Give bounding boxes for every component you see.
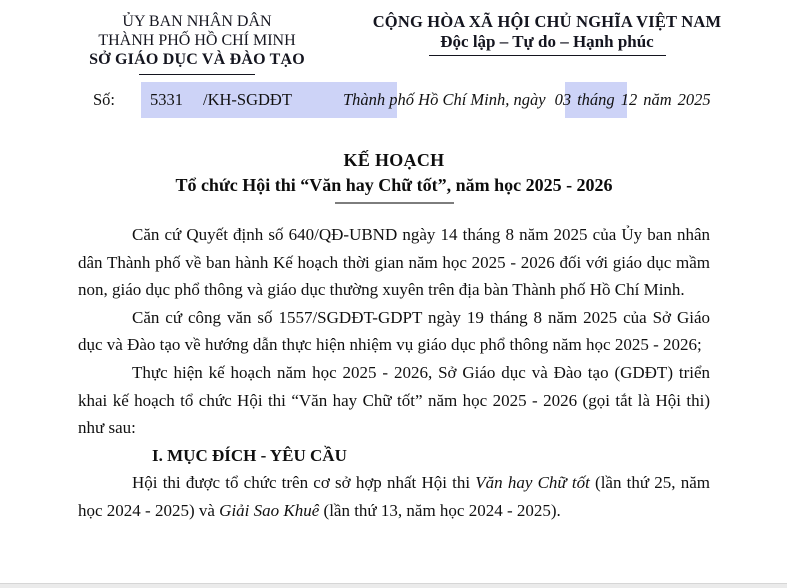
- issuer-line-2: THÀNH PHỐ HỒ CHÍ MINH: [98, 32, 296, 49]
- paragraph-4-contest-name-2: Giải Sao Khuê: [219, 500, 320, 520]
- place-date-line: [343, 82, 711, 118]
- day-field[interactable]: 03: [554, 90, 572, 109]
- title-underline: [335, 202, 454, 204]
- document-title-block: [78, 149, 710, 204]
- issuer-line-1: ỦY BAN NHÂN DÂN: [122, 13, 272, 30]
- issuer-underline: [139, 74, 255, 75]
- issuer-line-3: SỞ GIÁO DỤC VÀ ĐÀO TẠO: [89, 51, 305, 68]
- paragraph-2: Căn cứ công văn số 1557/SGDĐT-GDPT ngày 19 tháng 8 năm 2025 của Sở Giáo dục và Đào tạo về hướng dẫn thực hiện nhiệm vụ giáo dục phổ thông năm học 2025 - 2026;: [78, 307, 710, 355]
- motto-underline: [429, 55, 666, 56]
- year-label: năm: [643, 90, 672, 109]
- paragraph-4: [78, 469, 710, 524]
- paragraph-1: Căn cứ Quyết định số 640/QĐ-UBND ngày 14 tháng 8 năm 2025 của Ủy ban nhân dân Thành phố về ban hành Kế hoạch thời gian năm học 2025 - 2026 đối với giáo dục mầm non, giáo dục phổ thông và giáo dục thường xuyên trên địa bàn Thành phố Hồ Chí Minh.: [78, 225, 710, 300]
- national-motto: Độc lập – Tự do – Hạnh phúc: [440, 32, 654, 51]
- paragraph-3: Thực hiện kế hoạch năm học 2025 - 2026, Sở Giáo dục và Đào tạo (GDĐT) triển khai kế hoạch tổ chức Hội thi “Văn hay Chữ tốt” năm học 2025 - 2026 (gọi tắt là Hội thi) như sau:: [78, 362, 710, 438]
- paragraph-4-seg1: Hội thi được tổ chức trên cơ sở hợp nhất Hội thi: [132, 473, 476, 493]
- doc-number-label: Số:: [93, 90, 116, 109]
- letterhead-issuer-block: [80, 12, 314, 75]
- doc-number-field[interactable]: 5331: [150, 90, 183, 109]
- place-date-prefix: Thành phố Hồ Chí Minh, ngày: [343, 90, 546, 109]
- document-subtitle: Tổ chức Hội thi “Văn hay Chữ tốt”, năm học 2025 - 2026: [175, 175, 613, 195]
- paragraph-4-seg5: (lần thứ 13, năm học 2024 - 2025).: [319, 500, 561, 520]
- year-value: 2025: [677, 90, 711, 109]
- letterhead-motto-block: [357, 12, 737, 56]
- document-body: [78, 221, 710, 525]
- month-label: tháng: [577, 90, 615, 109]
- doc-number-suffix: /KH-SGDĐT: [203, 90, 292, 109]
- paragraph-4-contest-name-1: Văn hay Chữ tốt: [475, 473, 590, 493]
- section-heading-1: I. MỤC ĐÍCH - YÊU CẦU: [152, 445, 347, 465]
- paragraph-4-seg3: (lần thứ 25, năm học 2024 - 2025) và: [78, 473, 710, 520]
- reference-row: [0, 82, 787, 118]
- month-value: 12: [620, 90, 638, 109]
- national-title: CỘNG HÒA XÃ HỘI CHỦ NGHĨA VIỆT NAM: [372, 12, 722, 31]
- viewer-bottom-strip: [0, 583, 787, 588]
- document-title: KẾ HOẠCH: [343, 150, 445, 170]
